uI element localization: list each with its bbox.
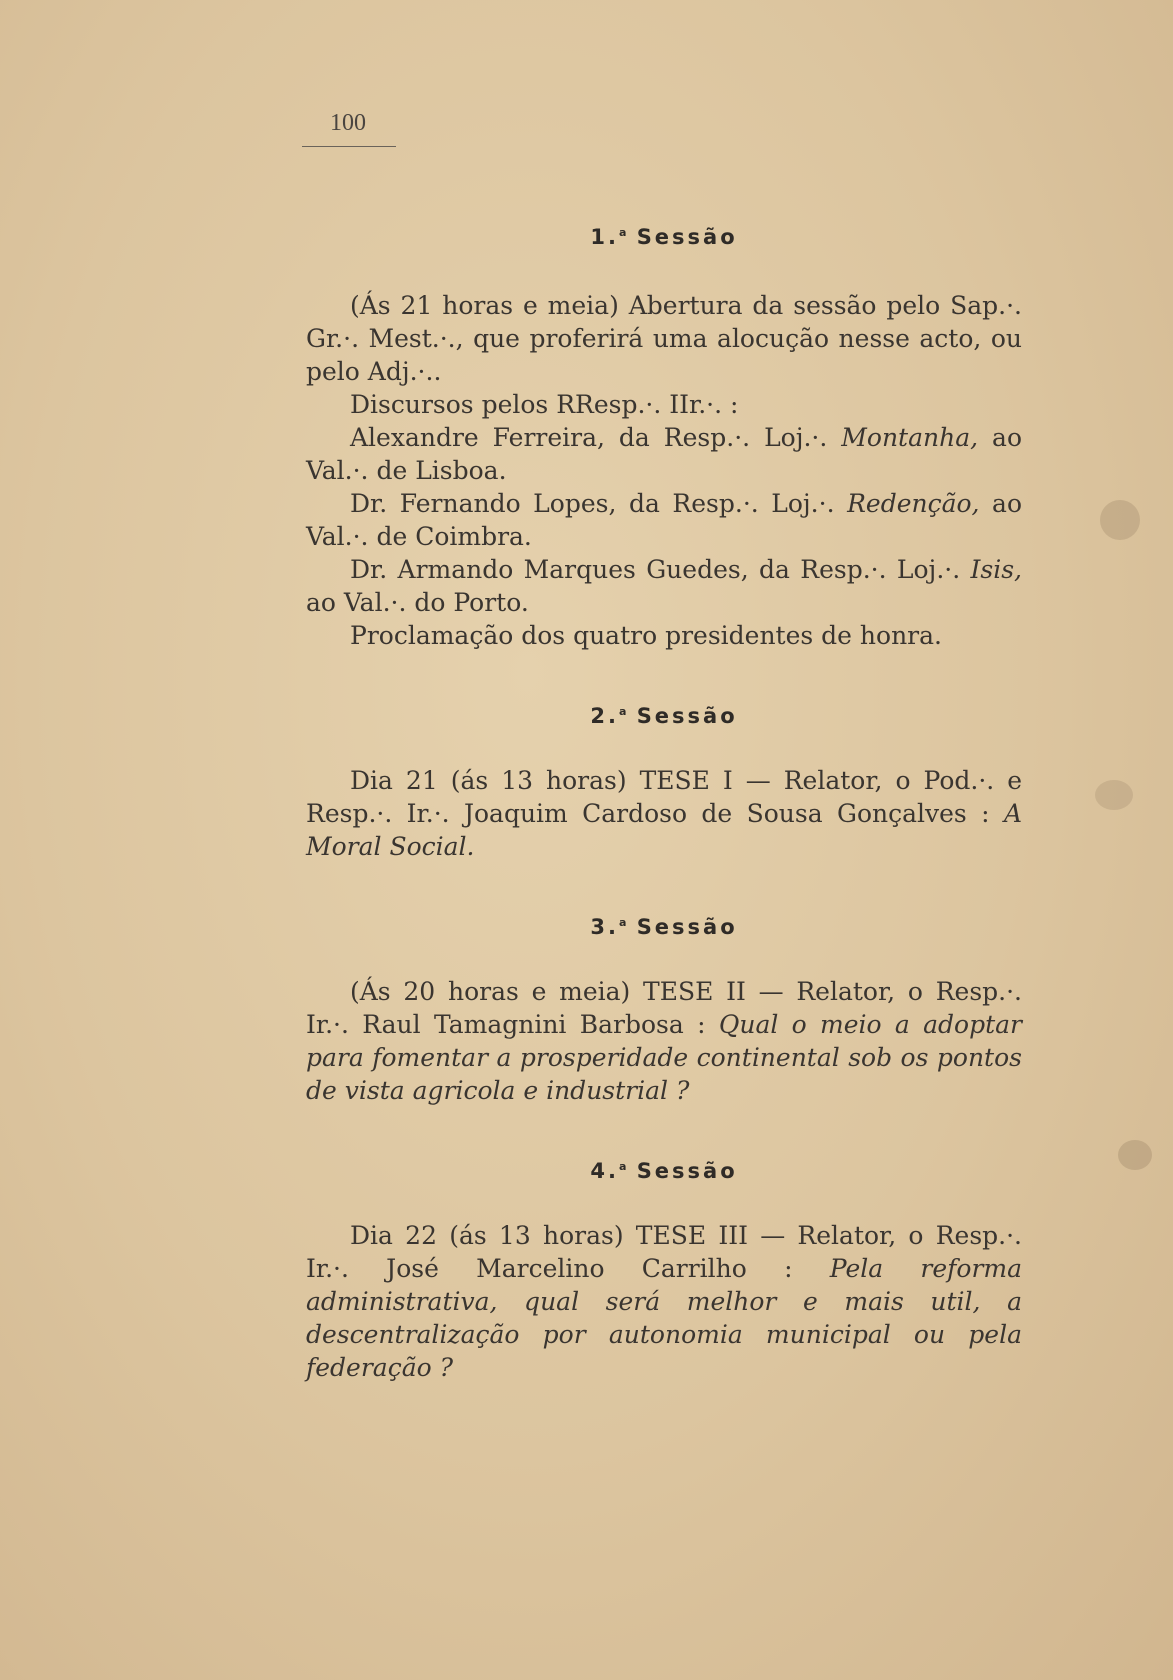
session-word: Sessão xyxy=(636,704,738,728)
session-heading xyxy=(306,225,1022,249)
thesis-paragraph xyxy=(306,975,1022,1107)
paper-stain xyxy=(1095,780,1133,810)
thesis-paragraph xyxy=(306,1219,1022,1384)
paragraph-text: (Ás 21 horas e meia) Abertura da sessão pelo Sap.·. Gr.·. Mest.·., que proferirá uma alocução nesse acto, ou pelo Adj.·.. xyxy=(306,291,1022,386)
speaker-text: Dr. Fernando Lopes, da Resp.·. Loj.·. xyxy=(350,489,848,518)
paragraph-text: (Ás 20 horas e meia) TESE II — Relator, o Resp.·. Ir.·. Raul Tamagnini Barbosa : xyxy=(306,977,1022,1039)
paper-stain xyxy=(1100,500,1140,540)
session-ordinal: a xyxy=(618,916,627,929)
thesis-title: Qual o meio a adoptar para fomentar a prosperidade continental sob os pontos de vista agricola e industrial ? xyxy=(306,1010,1023,1105)
session-3 xyxy=(306,915,1022,1107)
page-number-rule xyxy=(302,146,396,147)
valley-text: ao Val.·. do Porto. xyxy=(306,588,529,617)
session-ordinal: a xyxy=(618,226,627,239)
lodge-name: Redenção, xyxy=(847,489,980,518)
proclamation-line xyxy=(306,619,1022,652)
paragraph-text: Dia 21 (ás 13 horas) TESE I — Relator, o Pod.·. e Resp.·. Ir.·. Joaquim Cardoso de Sousa Gonçalves : xyxy=(306,766,1022,828)
speaker-entry xyxy=(306,421,1022,487)
thesis-title: Pela reforma administrativa, qual será melhor e mais util, a descentralização por autonomia municipal ou pela federação ? xyxy=(306,1254,1023,1382)
session-number: 1. xyxy=(590,225,619,249)
session-ordinal: a xyxy=(618,1160,627,1173)
speaker-entry xyxy=(306,487,1022,553)
speeches-line xyxy=(306,388,1022,421)
paragraph-text: Dia 22 (ás 13 horas) TESE III — Relator, o Resp.·. Ir.·. José Marcelino Carrilho : xyxy=(306,1221,1022,1283)
paragraph-text: Discursos pelos RResp.·. IIr.·. : xyxy=(350,390,739,419)
session-word: Sessão xyxy=(636,915,738,939)
valley-text: ao Val.·. de Coimbra. xyxy=(306,489,1023,551)
session-heading xyxy=(306,704,1022,728)
page-number: 100 xyxy=(330,110,366,136)
session-heading xyxy=(306,1159,1022,1183)
session-4 xyxy=(306,1159,1022,1384)
valley-text: ao Val.·. de Lisboa. xyxy=(306,423,1022,485)
speaker-text: Dr. Armando Marques Guedes, da Resp.·. Loj.·. xyxy=(350,555,971,584)
paper-stain xyxy=(1118,1140,1152,1170)
thesis-paragraph xyxy=(306,764,1022,863)
speaker-entry xyxy=(306,553,1022,619)
session-number: 2. xyxy=(590,704,619,728)
thesis-title: A Moral Social. xyxy=(306,799,1022,861)
session-heading xyxy=(306,915,1022,939)
session-2 xyxy=(306,704,1022,863)
session-intro-paragraph xyxy=(306,289,1022,388)
paragraph-text: Proclamação dos quatro presidentes de honra. xyxy=(350,621,942,650)
session-1 xyxy=(306,225,1022,652)
session-number: 4. xyxy=(590,1159,619,1183)
speaker-text: Alexandre Ferreira, da Resp.·. Loj.·. xyxy=(350,423,842,452)
session-ordinal: a xyxy=(618,705,627,718)
page-content xyxy=(306,225,1022,1384)
lodge-name: Isis, xyxy=(970,555,1022,584)
lodge-name: Montanha, xyxy=(841,423,979,452)
session-number: 3. xyxy=(590,915,619,939)
session-word: Sessão xyxy=(636,1159,738,1183)
session-word: Sessão xyxy=(636,225,738,249)
